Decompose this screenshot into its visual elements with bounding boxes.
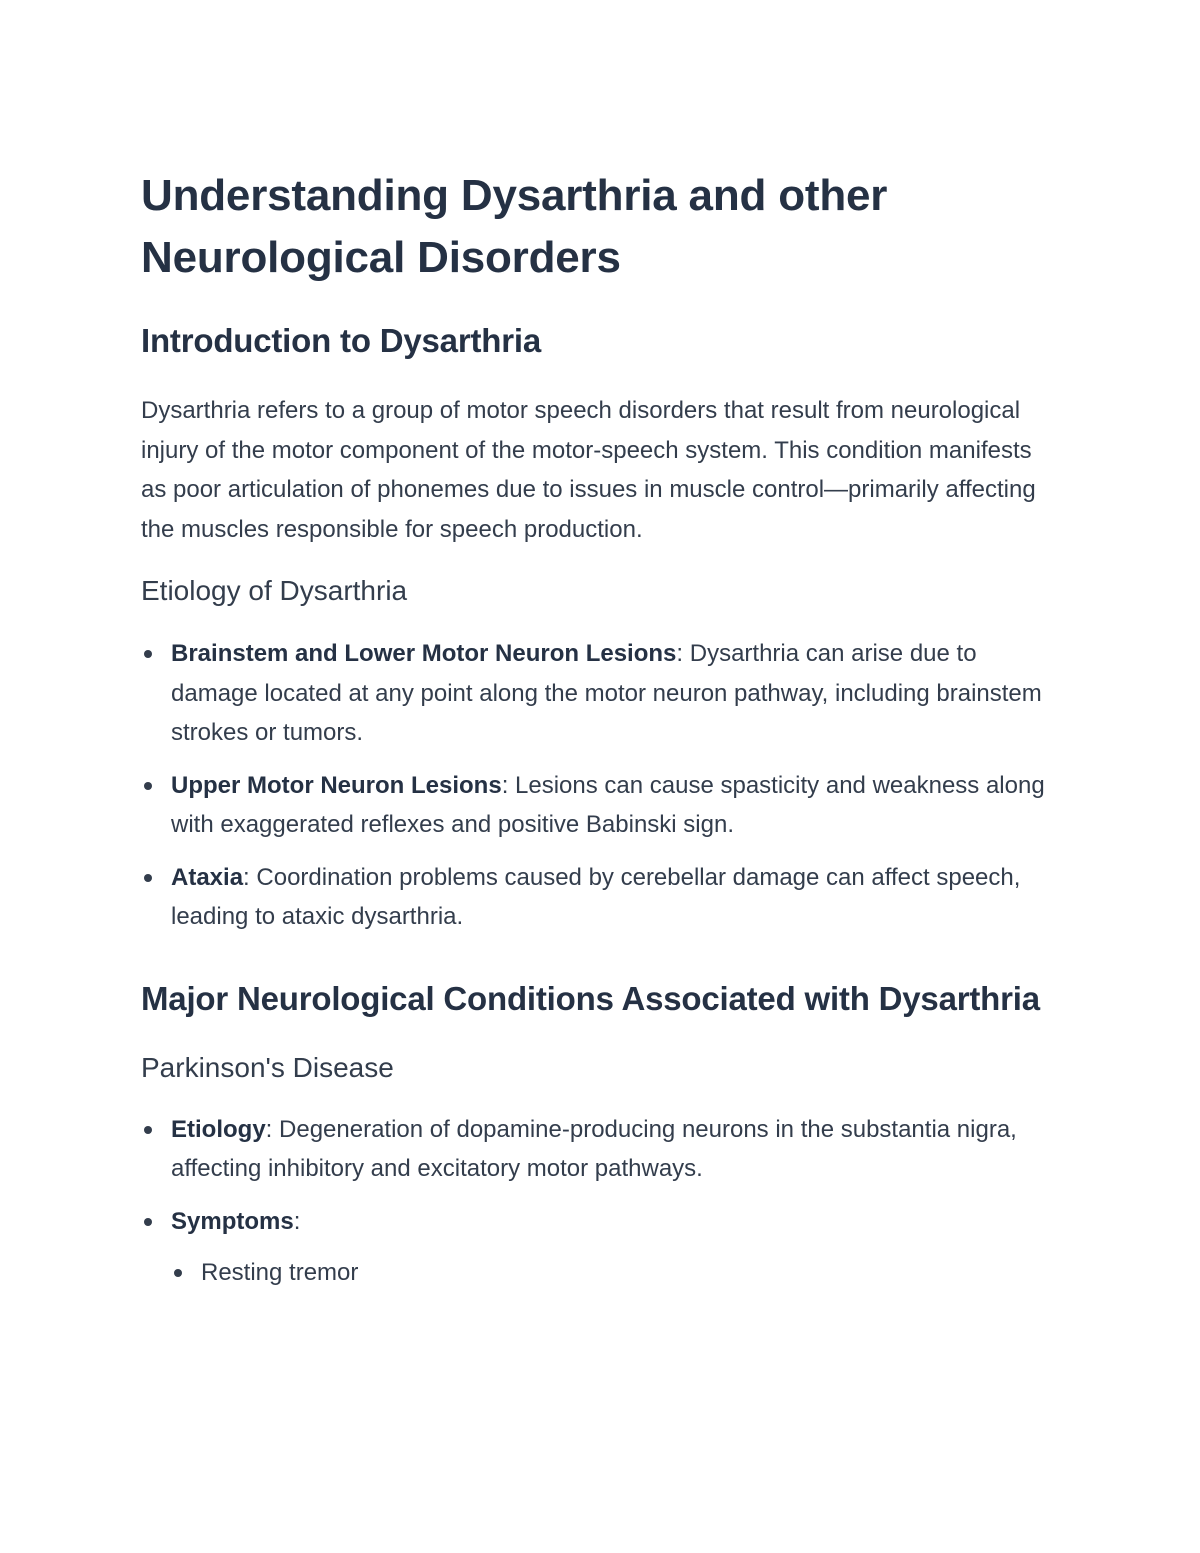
document-page [141,165,1061,1293]
list-item-term: Etiology [171,1115,266,1143]
sublist-item-text: Resting tremor [201,1259,359,1286]
list-item-text: : Degeneration of dopamine-producing neurons in the substantia nigra, affecting inhibitory and excitatory motor pathways. [171,1115,1017,1182]
section-heading-introduction: Introduction to Dysarthria [141,322,541,359]
list-item [141,634,1061,753]
list-item [141,766,1061,845]
sublist-item [171,1253,1061,1293]
list-item [141,858,1061,937]
list-item [141,1202,1061,1293]
bullet-dot-icon [144,1126,152,1134]
list-item-text: : [293,1207,301,1235]
bullet-dot-icon [144,650,152,658]
subsection-heading-parkinsons: Parkinson's Disease [141,1051,394,1083]
etiology-list [141,634,1061,937]
list-item-text: : Lesions can cause spasticity and weakness along with exaggerated reflexes and positive Babinski sign. [171,771,1045,838]
list-item-term: Ataxia [171,863,244,891]
subsection-heading-etiology: Etiology of Dysarthria [141,575,408,606]
bullet-dot-icon [144,1218,152,1226]
bullet-dot-icon [144,874,152,882]
document-title: Understanding Dysarthria and other Neurological Disorders [141,171,888,282]
symptoms-sublist [171,1253,1061,1293]
section-heading-major-conditions: Major Neurological Conditions Associated with Dysarthria [141,979,1040,1017]
list-item-text: : Coordination problems caused by cerebellar damage can affect speech, leading to ataxic dysarthria. [171,863,1021,930]
parkinsons-list [141,1110,1061,1293]
list-item-text: : Dysarthria can arise due to damage located at any point along the motor neuron pathway, including brainstem strokes or tumors. [171,640,1042,746]
bullet-dot-icon [144,782,152,790]
introduction-paragraph: Dysarthria refers to a group of motor speech disorders that result from neurological injury of the motor component of the motor-speech system. This condition manifests as poor articulation of phonemes due to issues in muscle control—primarily affecting the muscles responsible for speech production. [141,397,1036,543]
list-item-term: Symptoms [171,1207,294,1235]
list-item [141,1110,1061,1189]
list-item-term: Brainstem and Lower Motor Neuron Lesions [171,640,677,667]
list-item-term: Upper Motor Neuron Lesions [171,771,502,799]
bullet-dot-icon [174,1269,182,1277]
